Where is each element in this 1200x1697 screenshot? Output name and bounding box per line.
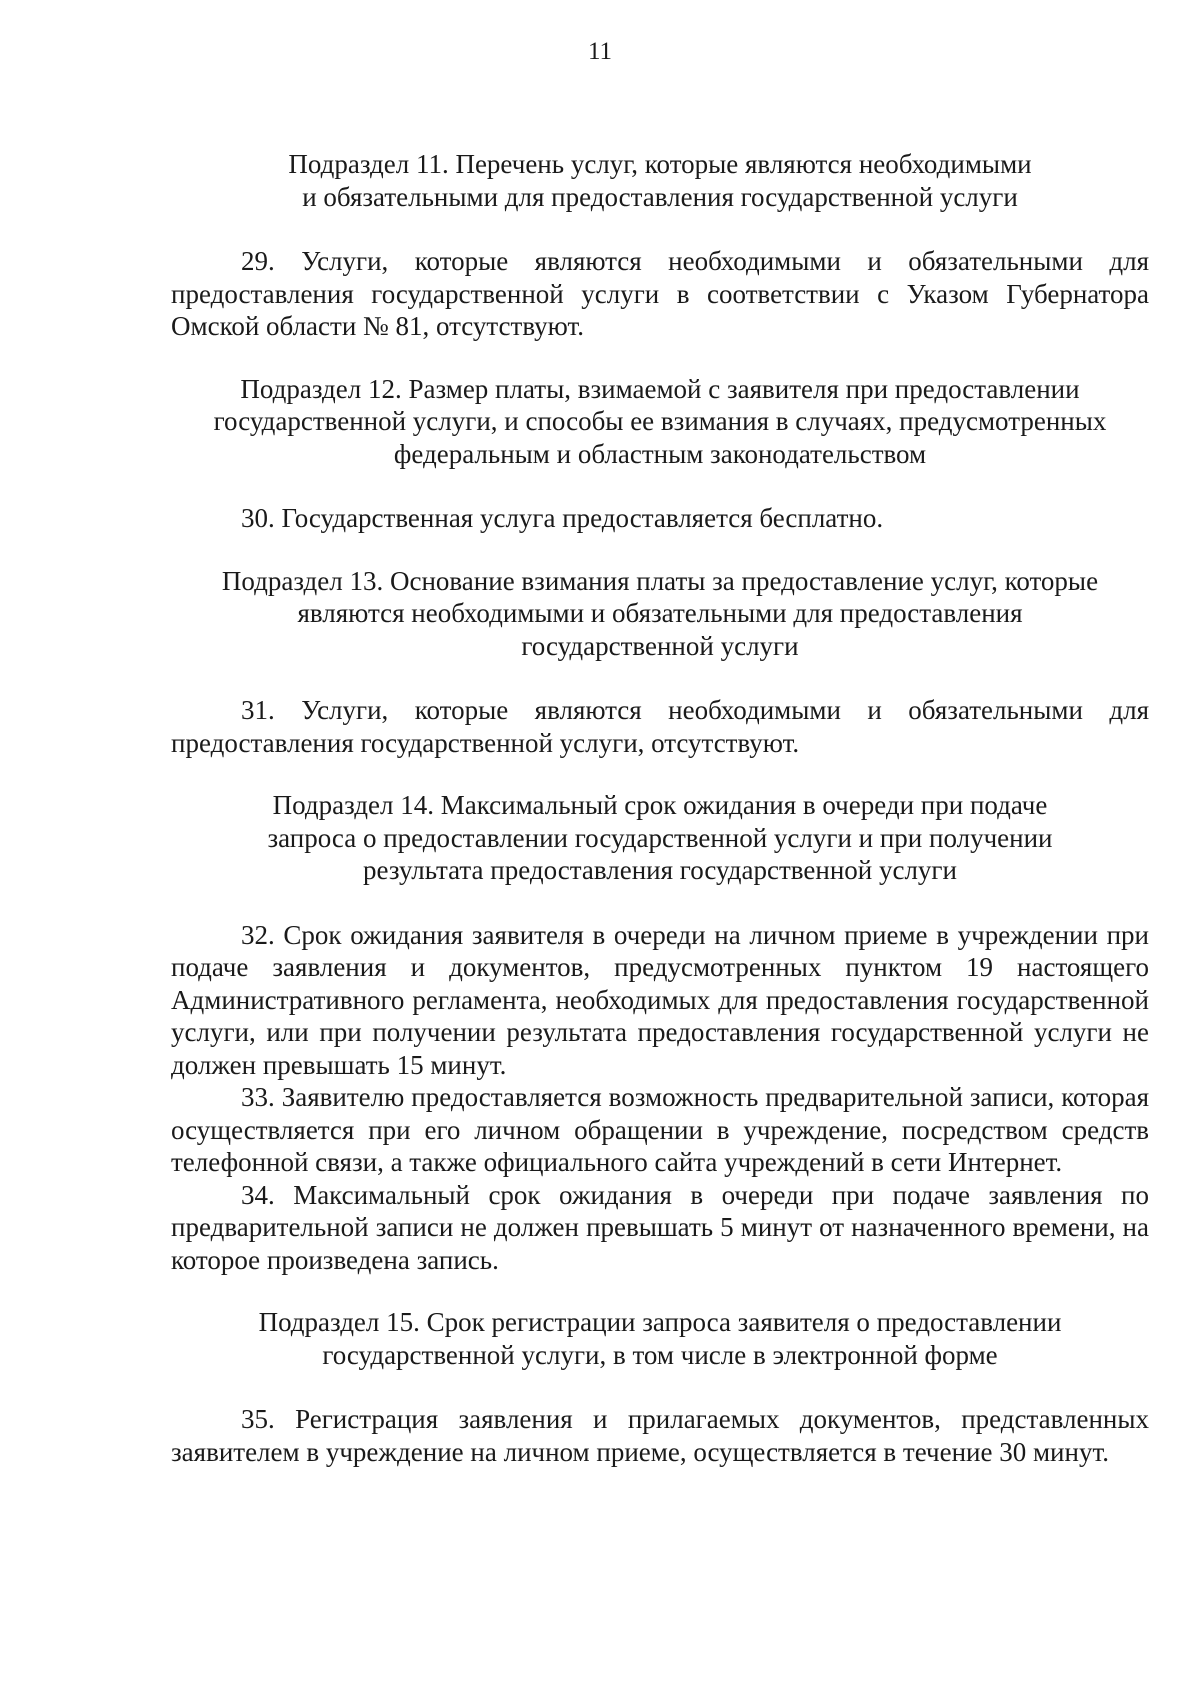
section-heading-14 xyxy=(171,789,1149,887)
heading-line: и обязательными для предоставления государственной услуги xyxy=(302,181,1018,212)
paragraph-31: 31. Услуги, которые являются необходимыми и обязательными для предоставления государственной услуги, отсутствуют. xyxy=(171,695,1149,758)
heading-line: запроса о предоставлении государственной услуги и при получении xyxy=(267,822,1053,853)
paragraph-35: 35. Регистрация заявления и прилагаемых документов, представленных заявителем в учреждение на личном приеме, осуществляется в течение 30 минут. xyxy=(171,1404,1149,1467)
heading-line: федеральным и областным законодательством xyxy=(393,438,927,469)
page-number: 11 xyxy=(587,38,613,65)
section-heading-13 xyxy=(171,565,1149,663)
paragraph-33: 33. Заявителю предоставляется возможность предварительной записи, которая осуществляется при его личном обращении в учреждение, посредством средств телефонной связи, а также официального сайта учреждений в сети Интернет. xyxy=(171,1082,1149,1177)
heading-line: Подраздел 12. Размер платы, взимаемой с заявителя при предоставлении xyxy=(240,373,1080,404)
paragraph-32: 32. Срок ожидания заявителя в очереди на личном приеме в учреждении при подаче заявления и документов, предусмотренных пунктом 19 настоящего Административного регламента, необходимых для предоставления государственной услуги, или при получении результата предоставления государственной услуги не должен превышать 15 минут. xyxy=(171,919,1149,1080)
heading-line: государственной услуги, в том числе в электронной форме xyxy=(322,1339,998,1370)
heading-line: Подраздел 13. Основание взимания платы за предоставление услуг, которые xyxy=(221,565,1099,596)
section-heading-11 xyxy=(171,148,1149,213)
paragraph-30: 30. Государственная услуга предоставляется бесплатно. xyxy=(241,503,884,533)
heading-line: Подраздел 11. Перечень услуг, которые являются необходимыми xyxy=(288,149,1032,179)
heading-line: государственной услуги xyxy=(521,630,799,661)
heading-line: результата предоставления государственной услуги xyxy=(363,855,957,885)
heading-line: государственной услуги, и способы ее взимания в случаях, предусмотренных xyxy=(213,406,1107,436)
paragraph-34: 34. Максимальный срок ожидания в очереди при подаче заявления по предварительной записи не должен превышать 5 минут от назначенного времени, на которое произведена запись. xyxy=(171,1179,1149,1275)
section-heading-15 xyxy=(171,1306,1149,1371)
heading-line: являются необходимыми и обязательными для предоставления xyxy=(297,598,1023,628)
heading-line: Подраздел 15. Срок регистрации запроса заявителя о предоставлении xyxy=(258,1307,1062,1337)
heading-line: Подраздел 14. Максимальный срок ожидания в очереди при подаче xyxy=(272,790,1048,820)
paragraph-29: 29. Услуги, которые являются необходимыми и обязательными для предоставления государственной услуги в соответствии с Указом Губернатора Омской области № 81, отсутствуют. xyxy=(171,246,1149,341)
document-body xyxy=(171,148,1149,1468)
section-heading-12 xyxy=(171,373,1149,471)
